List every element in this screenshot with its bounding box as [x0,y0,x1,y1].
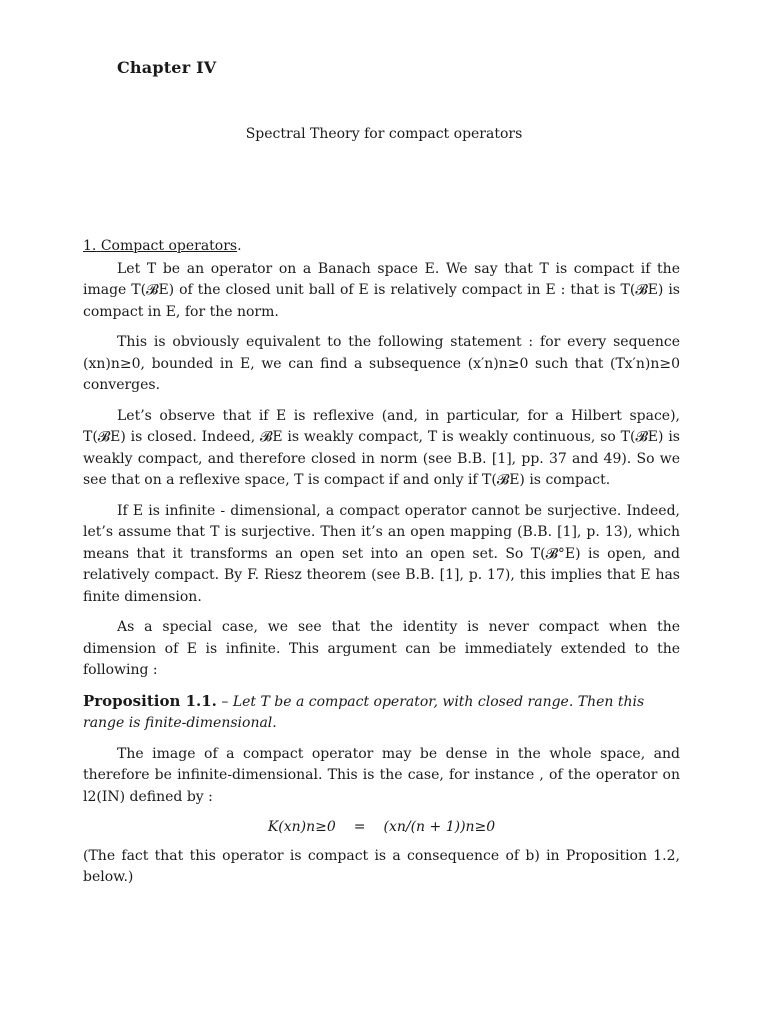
chapter-title: Spectral Theory for compact operators [245,126,523,142]
proposition-dash: – [216,693,233,710]
paragraph-reflexive: Let’s observe that if E is reflexive (and, in particular, for a Hilbert space), T(𝓑E) is closed. Indeed, 𝓑E is weakly compact, T is weakly continuous, so T(𝓑E) is weakly compact, and therefore closed in norm (see B.B. [1], pp. 37 and 49). So we see that on a reflexive space, T is compact if and only if T(𝓑E) is compact. [83,407,680,488]
paragraph-surjective: If E is infinite - dimensional, a compact operator cannot be surjective. Indeed, let’s assume that T is surjective. Then it’s an open mapping (B.B. [1], p. 13), which means that it transforms an open set into an open set. So T(𝓑°E) is open, and relatively compact. By F. Riesz theorem (see B.B. [1], p. 17), this implies that E has finite dimension. [83,502,680,605]
proposition-heading: Proposition 1.1. [83,691,217,710]
section-trail: . [237,238,242,254]
paragraph-remark: (The fact that this operator is compact is a consequence of b) in Proposition 1.2, below.) [83,847,680,885]
section-title: Compact operators [100,238,238,254]
equation-rhs: (xn/(n + 1))n≥0 [383,819,496,835]
equation-equals: = [353,819,366,835]
paragraph-definition: Let T be an operator on a Banach space E. We say that T is compact if the image T(𝓑E) of the closed unit ball of E is relatively compact in E : that is T(𝓑E) is compact in E, for the norm. [83,260,680,320]
equation-lhs: K(xn)n≥0 [267,819,336,835]
proposition-1-1 [83,691,680,735]
body-text [83,236,680,898]
chapter-heading: Chapter IV [117,58,217,77]
section-heading [83,236,680,258]
proposition-statement: Let T be a compact operator, with closed range. Then this range is finite-dimensional. [83,693,645,731]
paragraph-dense-image: The image of a compact operator may be dense in the whole space, and therefore be infinite-dimensional. This is the case, for instance , of the operator on l2(IN) defined by : [83,745,680,805]
section-number: 1. [83,238,97,254]
paragraph-equivalent: This is obviously equivalent to the following statement : for every sequence (xn)n≥0, bounded in E, we can find a subsequence (x′n)n≥0 such that (Tx′n)n≥0 converges. [83,334,680,393]
equation [83,817,680,839]
paragraph-identity: As a special case, we see that the identity is never compact when the dimension of E is infinite. This argument can be immediately extended to the following : [83,619,680,678]
